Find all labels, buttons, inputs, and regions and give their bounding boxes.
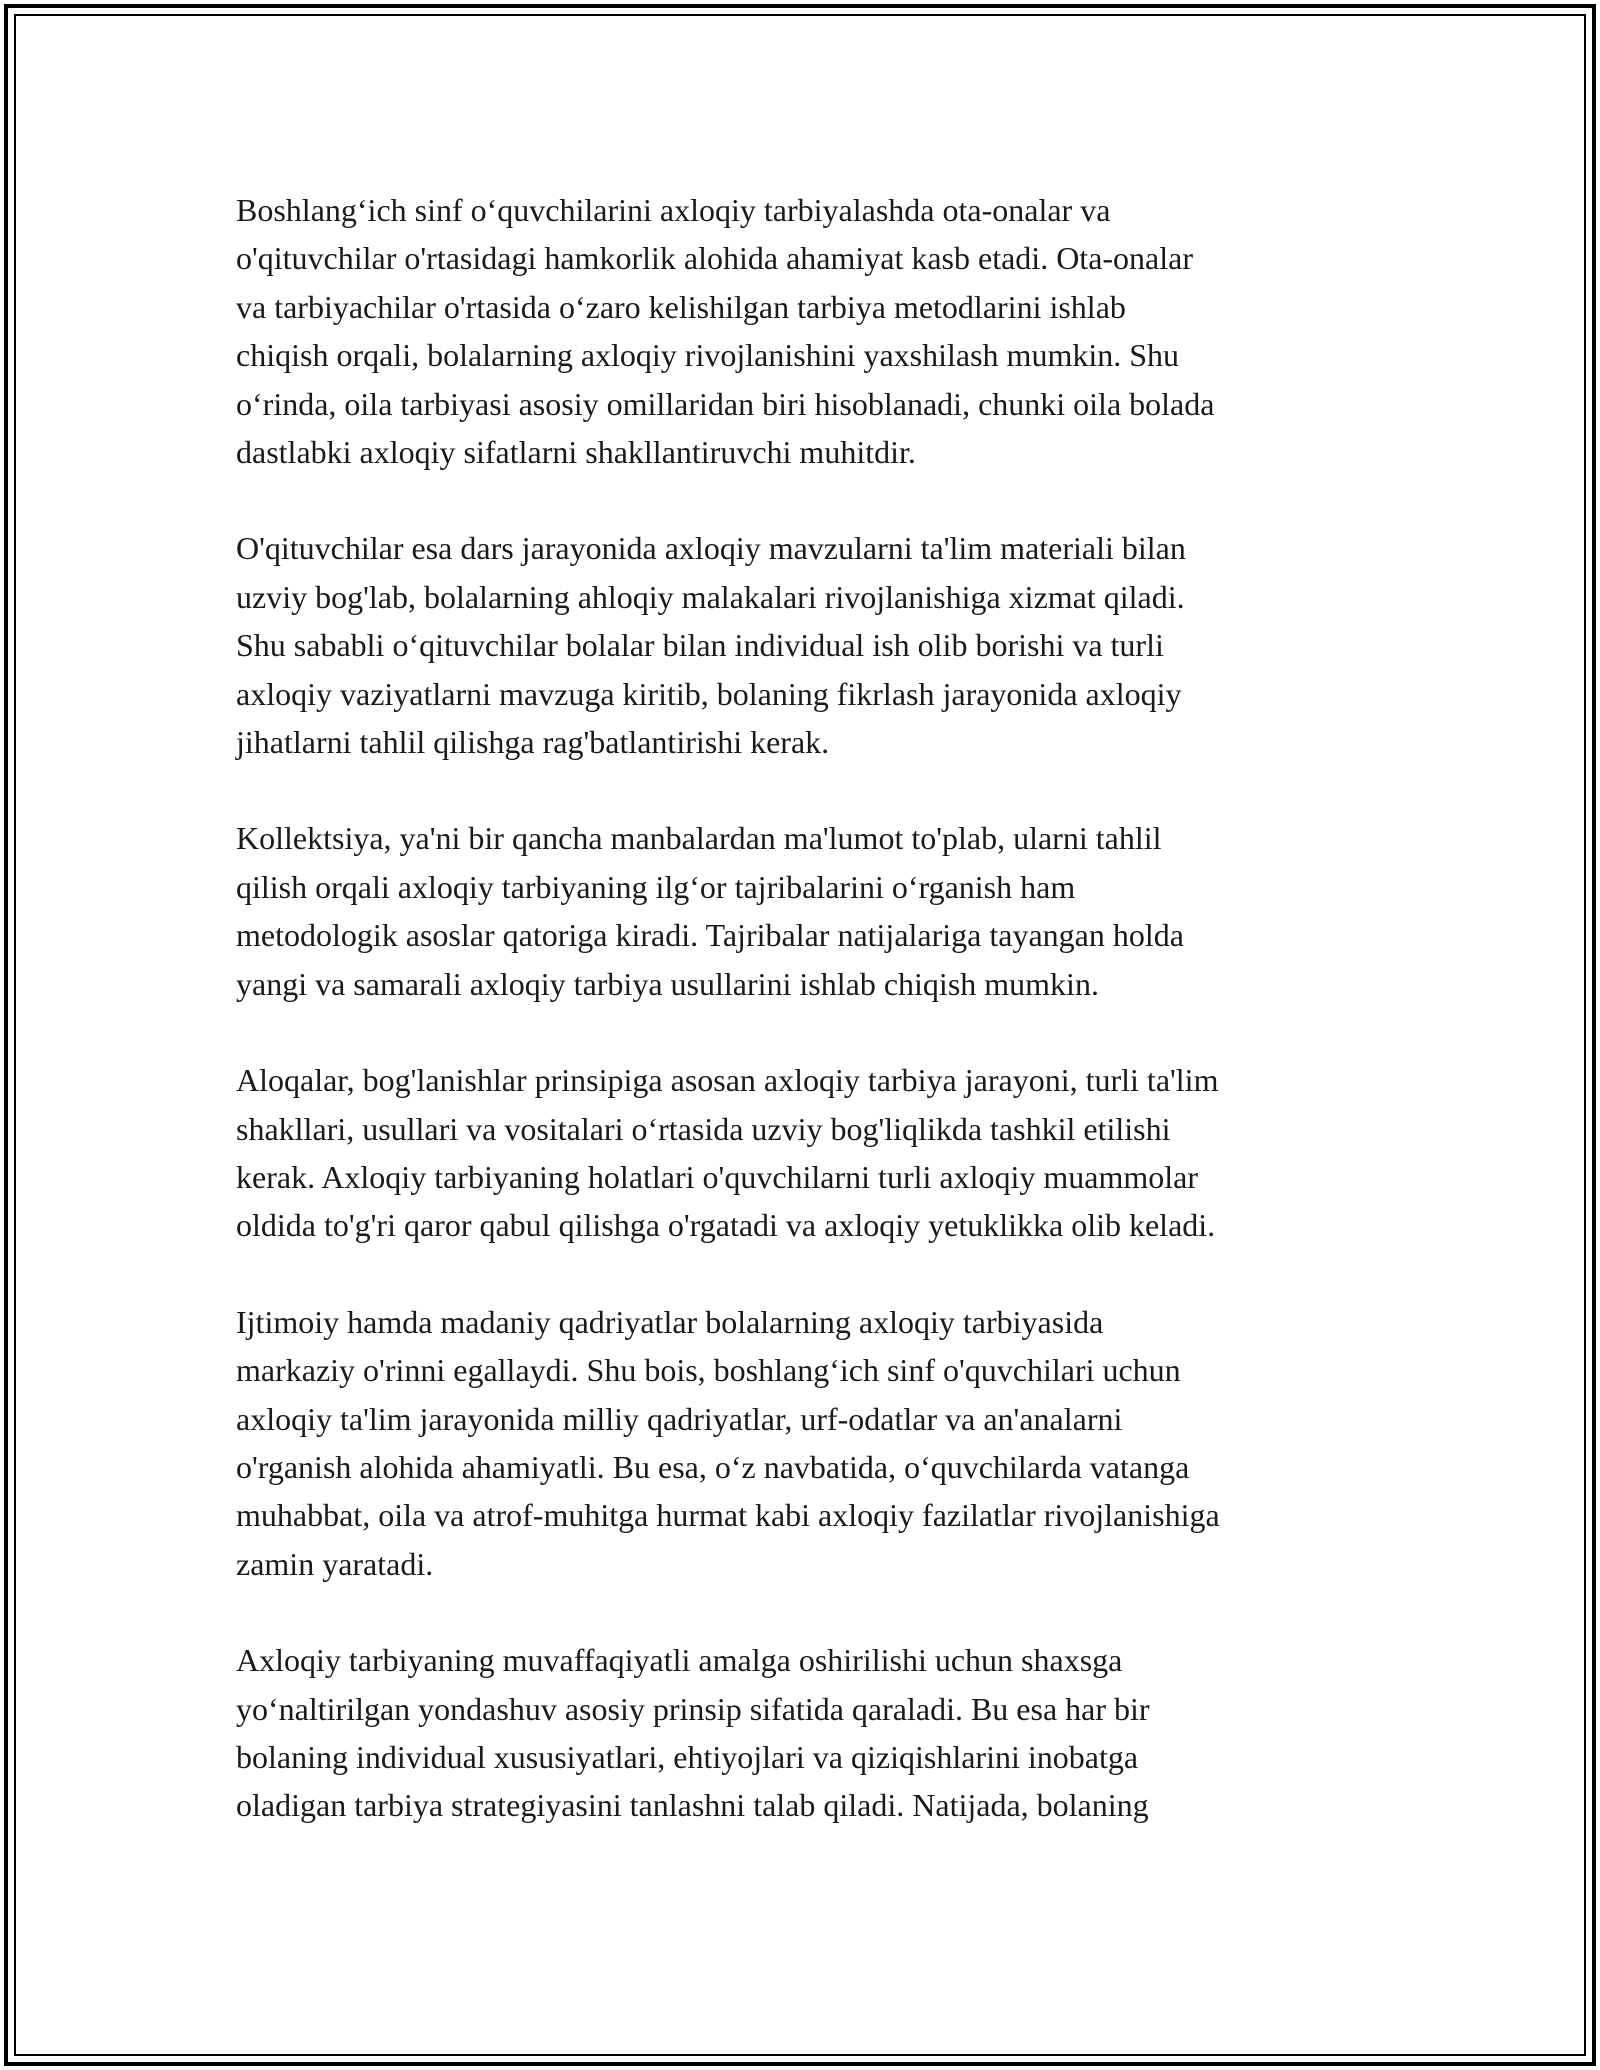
text-line: yangi va samarali axloqiy tarbiya usullarini ishlab chiqish mumkin. [236, 965, 1099, 1002]
text-line: muhabbat, oila va atrof-muhitga hurmat kabi axloqiy fazilatlar rivojlanishiga [236, 1497, 1220, 1534]
text-line: oladigan tarbiya strategiyasini tanlashni talab qiladi. Natijada, bolaning [236, 1787, 1149, 1824]
text-line: Ijtimoiy hamda madaniy qadriyatlar bolalarning axloqiy tarbiyasida [236, 1303, 1104, 1340]
paragraph-2 [236, 524, 1366, 766]
text-line: Boshlang‘ich sinf o‘quvchilarini axloqiy tarbiyalashda ota-onalar va [236, 192, 1111, 228]
text-line: bolaning individual xususiyatlari, ehtiyojlari va qiziqishlarini inobatga [236, 1738, 1139, 1775]
text-line: Shu sababli o‘qituvchilar bolalar bilan individual ish olib borishi va turli [236, 627, 1164, 664]
text-line: O'qituvchilar esa dars jarayonida axloqiy mavzularni ta'lim materiali bilan [236, 530, 1186, 567]
text-line: yo‘naltirilgan yondashuv asosiy prinsip sifatida qaraladi. Bu esa har bir [236, 1690, 1150, 1727]
document-body [236, 186, 1366, 1878]
text-line: va tarbiyachilar o'rtasida o‘zaro kelishilgan tarbiya metodlarini ishlab [236, 288, 1126, 325]
text-line: dastlabki axloqiy sifatlarni shakllantiruvchi muhitdir. [236, 434, 916, 471]
text-line: chiqish orqali, bolalarning axloqiy rivojlanishini yaxshilash mumkin. Shu [236, 337, 1180, 374]
text-line: Kollektsiya, ya'ni bir qancha manbalardan ma'lumot to'plab, ularni tahlil [236, 820, 1162, 857]
text-line: o‘rinda, oila tarbiyasi asosiy omillaridan biri hisoblanadi, chunki oila bolada [236, 385, 1215, 422]
paragraph-5 [236, 1298, 1366, 1588]
text-line: kerak. Axloqiy tarbiyaning holatlari o'quvchilarni turli axloqiy muammolar [236, 1158, 1198, 1195]
text-line: markaziy o'rinni egallaydi. Shu bois, boshlang‘ich sinf o'quvchilari uchun [236, 1352, 1181, 1389]
text-line: o'qituvchilar o'rtasidagi hamkorlik alohida ahamiyat kasb etadi. Ota-onalar [236, 240, 1193, 277]
text-line: jihatlarni tahlil qilishga rag'batlantirishi kerak. [236, 724, 830, 761]
text-line: qilish orqali axloqiy tarbiyaning ilg‘or tajribalarini o‘rganish ham [236, 868, 1076, 905]
paragraph-6 [236, 1636, 1366, 1830]
text-line: axloqiy ta'lim jarayonida milliy qadriyatlar, urf-odatlar va an'analarni [236, 1400, 1123, 1437]
paragraph-1 [236, 186, 1366, 476]
text-line: zamin yaratadi. [236, 1545, 434, 1582]
paragraph-4 [236, 1056, 1366, 1250]
text-line: Axloqiy tarbiyaning muvaffaqiyatli amalga oshirilishi uchun shaxsga [236, 1642, 1123, 1679]
text-line: o'rganish alohida ahamiyatli. Bu esa, o‘z navbatida, o‘quvchilarda vatanga [236, 1448, 1190, 1485]
text-line: uzviy bog'lab, bolalarning ahloqiy malakalari rivojlanishiga xizmat qiladi. [236, 578, 1185, 615]
text-line: axloqiy vaziyatlarni mavzuga kiritib, bolaning fikrlash jarayonida axloqiy [236, 675, 1182, 712]
text-line: shakllari, usullari va vositalari o‘rtasida uzviy bog'liqlikda tashkil etilishi [236, 1110, 1171, 1147]
text-line: Aloqalar, bog'lanishlar prinsipiga asosan axloqiy tarbiya jarayoni, turli ta'lim [236, 1062, 1219, 1099]
paragraph-3 [236, 814, 1366, 1008]
text-line: metodologik asoslar qatoriga kiradi. Tajribalar natijalariga tayangan holda [236, 917, 1184, 954]
text-line: oldida to'g'ri qaror qabul qilishga o'rgatadi va axloqiy yetuklikka olib keladi. [236, 1207, 1216, 1244]
